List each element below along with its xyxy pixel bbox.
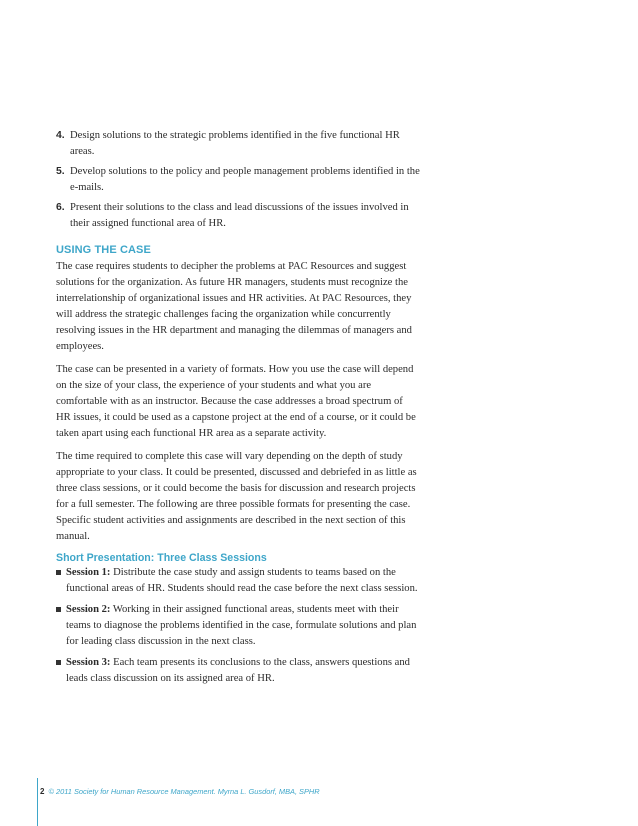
list-text: Design solutions to the strategic problems identified in the five functional HR areas.	[70, 130, 400, 157]
paragraph: The time required to complete this case will vary depending on the depth of study appropriate to your class. It could be presented, discussed and debriefed in as little as three class sessions, or it could become the basis for discussion and research projects for a full semester. The following are three possible formats for presenting the case. Specific student activities and assignments are described in the next section of this manual.	[56, 451, 417, 542]
session-text: Each team presents its conclusions to the class, answers questions and leads class discussion on its assigned area of HR.	[66, 657, 410, 684]
copyright-text: © 2011 Society for Human Resource Management. Myrna L. Gusdorf, MBA, SPHR	[48, 787, 320, 796]
session-item	[56, 565, 420, 597]
list-number: 5.	[56, 166, 65, 177]
session-label: Session 1:	[66, 567, 111, 578]
list-item	[56, 128, 420, 160]
session-list	[56, 565, 420, 687]
page-number: 2	[40, 787, 45, 796]
list-number: 6.	[56, 202, 65, 213]
list-text: Present their solutions to the class and lead discussions of the issues involved in their assigned functional area of HR.	[70, 202, 409, 229]
page-footer	[40, 787, 320, 796]
paragraph: The case requires students to decipher the problems at PAC Resources and suggest solutions for the organization. As future HR managers, students must recognize the interrelationship of organizational issues and HR activities. At PAC Resources, they will address the strategic challenges facing the organization while concurrently resolving issues in the HR department and managing the dilemmas of managers and employees.	[56, 261, 412, 352]
session-text: Working in their assigned functional areas, students meet with their teams to diagnose the problems identified in the case, formulate solutions and plan for leading class discussion in the next class.	[66, 604, 417, 647]
bullet-square-icon	[56, 570, 61, 575]
session-item	[56, 655, 420, 687]
list-item	[56, 200, 420, 232]
session-label: Session 2:	[66, 604, 111, 615]
footer-rule	[37, 778, 38, 826]
list-item	[56, 164, 420, 196]
page-content	[56, 128, 420, 692]
bullet-square-icon	[56, 607, 61, 612]
numbered-list	[56, 128, 420, 232]
subheading: Short Presentation: Three Class Sessions	[56, 552, 267, 564]
session-item	[56, 602, 420, 650]
session-text: Distribute the case study and assign students to teams based on the functional areas of HR. Students should read the case before the next class session.	[66, 567, 418, 594]
list-number: 4.	[56, 130, 65, 141]
paragraph: The case can be presented in a variety of formats. How you use the case will depend on the size of your class, the experience of your students and what you are comfortable with as an instructor. Because the case addresses a broad spectrum of HR issues, it could be used as a capstone project at the end of a course, or it could be taken apart using each functional HR area as a separate activity.	[56, 364, 416, 439]
bullet-square-icon	[56, 660, 61, 665]
list-text: Develop solutions to the policy and people management problems identified in the e-mails.	[70, 166, 420, 193]
session-label: Session 3:	[66, 657, 111, 668]
section-heading: USING THE CASE	[56, 244, 151, 256]
